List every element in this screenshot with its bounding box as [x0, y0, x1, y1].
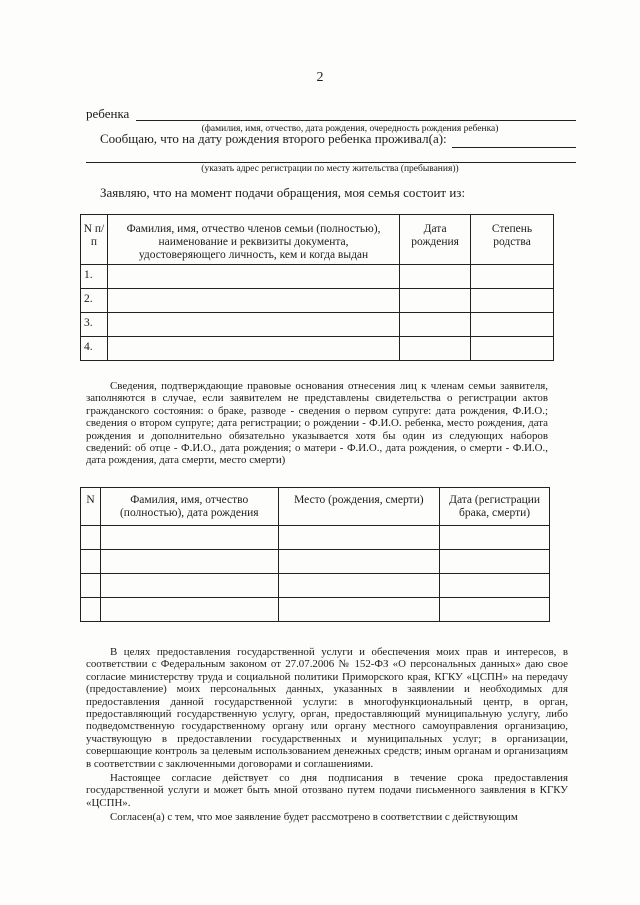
- child-field-line: [136, 120, 576, 121]
- cell-date[interactable]: [400, 337, 471, 361]
- cell-relation[interactable]: [471, 265, 554, 289]
- header-registration-date: Дата (регистрации брака, смерти): [440, 488, 550, 526]
- table-row: [81, 337, 554, 361]
- family-table-header: [81, 215, 554, 265]
- cell-num[interactable]: [81, 598, 101, 622]
- table-row: [81, 526, 550, 550]
- cell-fio[interactable]: [100, 526, 278, 550]
- agree-paragraph: Согласен(а) с тем, что мое заявление будет рассмотрено в соответствии с действующим: [110, 811, 518, 824]
- row-number: 3.: [81, 313, 108, 337]
- header-fio-document: Фамилия, имя, отчество членов семьи (полностью), наименование и реквизиты документа, удостоверяющего личность, кем и когда выдан: [107, 215, 399, 265]
- cell-num[interactable]: [81, 550, 101, 574]
- table-row: [81, 313, 554, 337]
- cell-num[interactable]: [81, 526, 101, 550]
- residence-text: Сообщаю, что на дату рождения второго ребенка проживал(а):: [100, 131, 447, 146]
- cell-fio[interactable]: [107, 265, 399, 289]
- cell-fio[interactable]: [100, 574, 278, 598]
- row-number: 2.: [81, 289, 108, 313]
- row-number: 4.: [81, 337, 108, 361]
- family-members-table: [80, 214, 554, 361]
- civil-status-table: [80, 487, 550, 622]
- cell-date[interactable]: [440, 550, 550, 574]
- cell-fio[interactable]: [107, 289, 399, 313]
- cell-num[interactable]: [81, 574, 101, 598]
- child-caption: (фамилия, имя, отчество, дата рождения, очередность рождения ребенка): [201, 124, 499, 134]
- consent-paragraph: В целях предоставления государственной услуги и обеспечения моих прав и интересов, в соответствии с Федеральным законом от 27.07.2006 № 152-ФЗ «О персональных данных» даю свое согласие министерству труда и социальной политики Приморского края, КГКУ «ЦСПН» на передачу (предоставление) моих персональных данных, указанных в заявлении и необходимых для предоставления данной государственной услуги: в многофункциональный центр, в орган, предоставляющий государственную услугу, орган, предоставляющий муниципальную услугу, либо подведомственную государственному органу или органу местного самоуправления организацию, участвующую в предоставлении государственных и муниципальных услуг; в организации, совершающие контроль за целевым использованием денежных средств; иным органам и организациям в соответствии с заключенными договорами и соглашениями.: [86, 646, 568, 770]
- residence-field-line-1: [452, 147, 576, 148]
- cell-relation[interactable]: [471, 289, 554, 313]
- cell-place[interactable]: [278, 598, 440, 622]
- table-row: [81, 265, 554, 289]
- table-row: [81, 598, 550, 622]
- page-number: 2: [316, 70, 324, 85]
- table-row: [81, 574, 550, 598]
- cell-date[interactable]: [400, 313, 471, 337]
- cell-date[interactable]: [400, 289, 471, 313]
- table-row: [81, 289, 554, 313]
- header-num: N: [81, 488, 101, 526]
- civil-table-header: [81, 488, 550, 526]
- cell-relation[interactable]: [471, 337, 554, 361]
- cell-place[interactable]: [278, 526, 440, 550]
- residence-field-line-2: [86, 162, 576, 163]
- cell-date[interactable]: [440, 526, 550, 550]
- cell-fio[interactable]: [100, 598, 278, 622]
- row-number: 1.: [81, 265, 108, 289]
- cell-date[interactable]: [400, 265, 471, 289]
- header-place: Место (рождения, смерти): [278, 488, 440, 526]
- header-num: N п/п: [81, 215, 108, 265]
- family-intro: Заявляю, что на момент подачи обращения, моя семья состоит из:: [100, 185, 466, 200]
- cell-relation[interactable]: [471, 313, 554, 337]
- cell-fio[interactable]: [100, 550, 278, 574]
- cell-fio[interactable]: [107, 337, 399, 361]
- child-label: ребенка: [86, 106, 130, 121]
- table-row: [81, 550, 550, 574]
- cell-place[interactable]: [278, 550, 440, 574]
- cell-date[interactable]: [440, 598, 550, 622]
- cell-fio[interactable]: [107, 313, 399, 337]
- header-fio-birth: Фамилия, имя, отчество (полностью), дата рождения: [100, 488, 278, 526]
- header-relation: Степень родства: [471, 215, 554, 265]
- cell-place[interactable]: [278, 574, 440, 598]
- header-birth-date: Дата рождения: [400, 215, 471, 265]
- cell-date[interactable]: [440, 574, 550, 598]
- info-paragraph: Сведения, подтверждающие правовые основания отнесения лиц к членам семьи заявителя, заполняются в случае, если заявителем не представлены свидетельства о регистрации актов гражданского состояния: о браке, разводе - сведения о первом супруге: дата рождения, Ф.И.О.; сведения о втором супруге; дата регистрации; о рождении - Ф.И.О. ребенка, место рождения, дата рождения и дополнительно обязательно указывается хотя бы один из следующих наборов сведений: об отце - Ф.И.О., дата рождения; о матери - Ф.И.О., дата рождения, о смерти - Ф.И.О., дата рождения, дата смерти, место смерти): [86, 380, 548, 467]
- validity-paragraph: Настоящее согласие действует со дня подписания в течение срока предоставления государственной услуги и может быть мной отозвано путем подачи письменного заявления в КГКУ «ЦСПН».: [86, 772, 568, 809]
- residence-caption: (указать адрес регистрации по месту жительства (пребывания)): [201, 164, 459, 174]
